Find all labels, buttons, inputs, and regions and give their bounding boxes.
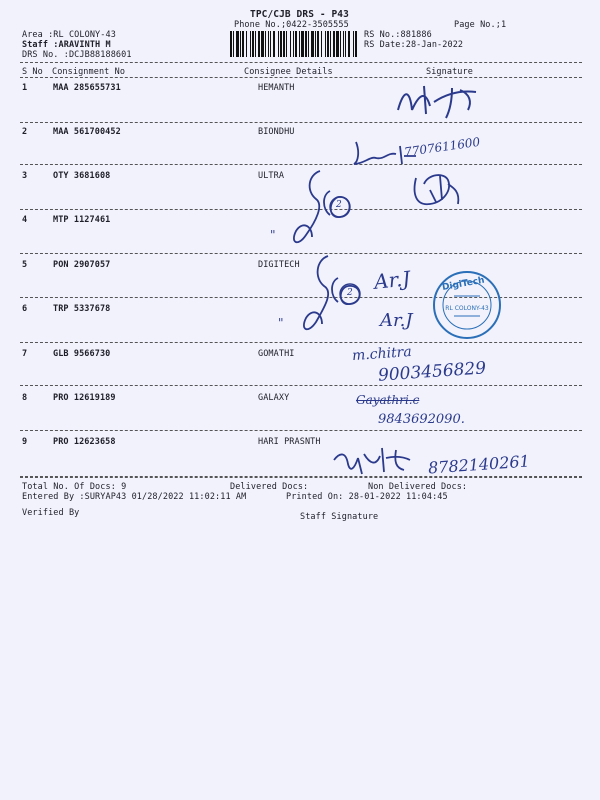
- entered-by: Entered By :SURYAP43 01/28/2022 11:02:11 AM: [22, 492, 247, 502]
- row-consignee: HARI PRASNTH: [258, 437, 321, 447]
- ditto-mark: ": [278, 316, 284, 330]
- row-consignee: BIONDHU: [258, 127, 295, 137]
- row-consignment: PRO 12623658: [53, 437, 116, 447]
- col-signature: Signature: [426, 67, 473, 77]
- row-consignment: MAA 561700452: [53, 127, 121, 137]
- signature-row3-4: [282, 165, 362, 255]
- handwritten-phone: 9843692090.: [378, 412, 465, 427]
- row-consignment: MTP 1127461: [53, 215, 111, 225]
- row-divider: [20, 385, 582, 386]
- barcode-image: [230, 31, 358, 57]
- row-consignee: HEMANTH: [258, 83, 295, 93]
- signature-row1: [390, 80, 482, 122]
- circled-number: 2: [336, 200, 342, 210]
- handwritten-phone: 8782140261: [427, 451, 531, 478]
- row-sno: 8: [22, 393, 28, 403]
- signature-row5: Ar.J: [372, 266, 412, 294]
- row-consignment: PRO 12619189: [53, 393, 116, 403]
- col-consignment: Consignment No: [52, 67, 126, 77]
- row-sno: 1: [22, 83, 28, 93]
- signature-row5-6: [294, 252, 384, 342]
- footer-divider: [20, 477, 582, 478]
- row-consignee: GALAXY: [258, 393, 290, 403]
- staff-signature: Staff Signature: [300, 512, 379, 522]
- signature-row9: [330, 444, 414, 478]
- row-sno: 6: [22, 304, 28, 314]
- svg-text:RL COLONY-43: RL COLONY-43: [445, 305, 489, 312]
- row-consignment: TRP 5337678: [53, 304, 111, 314]
- row-consignee: GOMATHI: [258, 349, 295, 359]
- col-sno: S No: [22, 67, 43, 77]
- row-divider: [20, 430, 582, 431]
- column-divider: [20, 77, 582, 78]
- col-consignee: Consignee Details: [244, 67, 333, 77]
- handwritten-phone: 7707611600: [403, 134, 481, 160]
- row-sno: 4: [22, 215, 28, 225]
- non-delivered-docs: Non Delivered Docs:: [368, 482, 468, 492]
- row-consignee: ULTRA: [258, 171, 285, 181]
- signature-row6: Ar.J: [380, 310, 413, 331]
- row-sno: 5: [22, 260, 28, 270]
- area-label: Area :RL COLONY-43: [22, 30, 116, 40]
- document-title: TPC/CJB DRS - P43: [250, 9, 349, 20]
- company-stamp: [432, 270, 502, 340]
- ditto-mark: ": [270, 228, 276, 242]
- staff-label: Staff :ARAVINTH M: [22, 40, 111, 50]
- verified-by: Verified By: [22, 508, 80, 518]
- rs-number: RS No.:881886: [364, 30, 432, 40]
- row-consignment: PON 2907057: [53, 260, 111, 270]
- row-consignment: OTY 3681608: [53, 171, 111, 181]
- row-sno: 3: [22, 171, 28, 181]
- rs-date: RS Date:28-Jan-2022: [364, 40, 464, 50]
- header-divider: [20, 62, 582, 63]
- svg-text:DigiTech: DigiTech: [441, 275, 486, 293]
- handwritten-name: Gayathri.c: [356, 393, 420, 407]
- printed-on: Printed On: 28-01-2022 11:04:45: [286, 492, 448, 502]
- circled-number: 2: [347, 288, 353, 298]
- row-consignee: DIGITECH: [258, 260, 300, 270]
- row-consignment: GLB 9566730: [53, 349, 111, 359]
- row-sno: 2: [22, 127, 28, 137]
- row-divider: [20, 342, 582, 343]
- signature-row3: [408, 170, 466, 212]
- handwritten-phone: 9003456829: [377, 358, 487, 386]
- row-sno: 9: [22, 437, 28, 447]
- total-docs: Total No. Of Docs: 9: [22, 482, 127, 492]
- row-sno: 7: [22, 349, 28, 359]
- phone-number: Phone No.;0422-3505555: [234, 20, 349, 30]
- delivered-docs: Delivered Docs:: [230, 482, 309, 492]
- row-consignment: MAA 285655731: [53, 83, 121, 93]
- drs-number: DRS No. :DCJB88188601: [22, 50, 132, 60]
- row-divider: [20, 122, 582, 123]
- page-number: Page No.;1: [454, 20, 507, 30]
- handwritten-name: m.chitra: [351, 343, 413, 365]
